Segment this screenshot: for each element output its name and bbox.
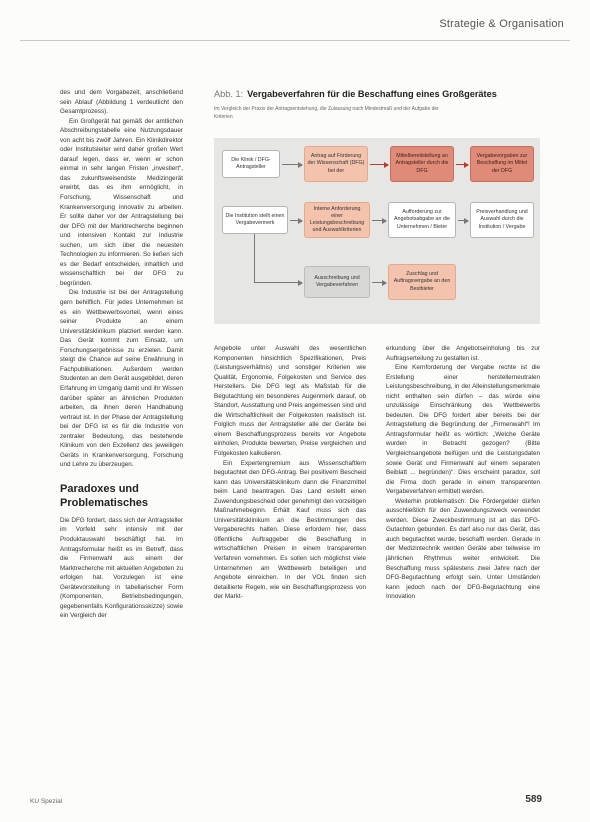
flow-box-specification: Interne Anforderung einer Leistungsbeschreibung und Auswahlkriterien: [304, 202, 370, 238]
section-heading: Paradoxes und Problematisches: [60, 482, 149, 509]
figure-subtitle: Im Vergleich der Praxis der Antragsentstehung, die Zulassung nach Mindestmaß und der Aufgabe der Kriterien: [214, 106, 439, 120]
text-column-left: [60, 88, 183, 621]
flow-arrow: [290, 220, 302, 221]
flow-box-funding: Mittelbereitstellung an Antragsteller durch die DFG: [390, 146, 454, 182]
paragraph: Ein Großgerät hat gemäß der amtlichen Abschreibungstabelle eine Nutzungsdauer von acht bis zwölf Jahren. Ein Klinikdirektor oder Institutsleiter wird daher großen Wert darauf legen, dass er, wenn er schon einmal in sehr langen Fristen „investiert“, das zukunftsweisendste Medizingerät erwirbt, das es ihm ermöglicht, in Forschung, Wissenschaft und Krankenversorgung innovativ zu arbeiten. Er sollte daher vor der Antragstellung bei der DFG mit der Marktrecherche beginnen und intensiven Kontakt zur Industrie suchen, um sich über die neuesten Technologien zu informieren. So ließen sich es der Bedarf entscheiden, inhaltlich und wissenschaftlich bei der DFG zu begründen.: [60, 117, 183, 287]
figure-caption: [214, 88, 540, 100]
page-number: 589: [525, 794, 542, 805]
paragraph: Eine Kernforderung der Vergabe rechte ist die Erstellung einer herstellerneutralen Leistungsbeschreibung, in der Alleinstellungsmerkmale nicht enthalten sein dürfen – das würde eine unzulässige Einschränkung des Wettbewerbs bedeuten. Die DFG fordert aber bereits bei der Antragstellung die Begründung der „Firmenwahl“! Im Antragsformular heißt es wörtlich: „Welche Geräte wurden in Betracht gezogen? (Bitte Vergleichsangebote beifügen und die Leistungsdaten sowie Gerät und Firmenwahl auf einem separaten Beiblatt ... begründen)“. Dies erscheint paradox, soll die Firma doch gerade in einem transparenten Vergabeverfahren ermittelt werden.: [386, 364, 540, 496]
flow-arrow: [372, 220, 386, 221]
figure-process-diagram: [214, 88, 540, 324]
flow-arrow: [282, 164, 302, 165]
flow-box-tender-request: Aufforderung zur Angebotsabgabe an die Unternehmen / Bieter: [388, 202, 456, 238]
flow-diagram: [214, 138, 540, 324]
flow-box-dfg-application: Antrag auf Förderung der Wissenschaft (DFG) bei der: [304, 146, 368, 182]
flow-box-award: Zuschlag und Auftragsvergabe an den Bestbieter: [388, 264, 456, 300]
paragraph: erkundung über die Angebotseinholung bis zur Auftragserteilung zu gestalten ist.: [386, 345, 540, 362]
paragraph: Angebote unter Auswahl des wesentlichen Komponenten hinsichtlich Spezifikationen, Preis (Leistungsverhältnis) und sonstiger Kriterien wie Qualität, Ergonomie, Folgekosten und Service des Herstellers. Die DFG legt als Maßstab für die Begutachtung ein besonderes Augenmerk darauf, ob Standort, Ausstattung und Preis angemessen sind und die Wirtschaftlichkeit der Folgekosten realistisch ist. Folglich muss der Antragsteller alle der Geräte bei einem Beschaffungsprozess bereits vor Angebote einholen, Produkte bewerten, Preise vergleichen und Folgekosten kalkulieren.: [214, 345, 366, 458]
flow-arrow: [370, 164, 388, 165]
flow-box-applicant: Die Klinik / DFG-Antragsteller: [222, 150, 280, 178]
figure-title: Vergabeverfahren für die Beschaffung eines Großgerätes: [247, 89, 497, 99]
paragraph: des und dem Vorgabezeit, anschließend sein Ablauf (Abbildung 1 verdeutlicht den Gesamtprozess).: [60, 89, 183, 116]
flow-box-procurement-rules: Vergabevorgaben zur Beschaffung im Mittel der DFG: [470, 146, 534, 182]
paragraph: Die DFG fordert, dass sich der Antragsteller im Vorfeld sehr intensiv mit der Produktauswahl beschäftigt hat. Im Antragsformular heißt es im Betreff, dass die Firmenwahl aus einem der Marktrecherche mit aktuellen Angeboten zu erfolgen hat. Vorzulegen ist eine Gerätevorstellung in tabellarischer Form (Komponenten, Betriebsbedingungen, gegebenenfalls Konfigurationsskizze) sowie ein Vergleich der: [60, 516, 183, 620]
flow-box-vergabevermerk: Die Institution stellt einen Vergabevermerk: [222, 206, 288, 234]
figure-label: Abb. 1:: [214, 89, 244, 99]
text-column-middle: [214, 344, 366, 602]
paragraph: Weiterhin problematisch: Die Fördergelder dürfen ausschließlich für den Zuwendungszweck verwendet werden. Diese Zweckbestimmung ist an das DFG-Gutachten gebunden. Es darf also nur das Gerät, das auch begutachtet wurde, beschafft werden. Gerade in der Medizintechnik werden Geräte aber teilweise im jährlichen Rhythmus weiter entwickelt. Die Beschaffung muss spätestens zwei Jahre nach der DFG-Begutachtung erfolgt sein. Unter Umständen kann jedoch nach der DFG-Begutachtung eine Innovation: [386, 497, 540, 601]
paragraph: Ein Expertengremium aus Wissenschaftlern begutachtet den DFG-Antrag. Bei positivem Bescheid kann das Universitätsklinikum dann die Finanzmittel beim Land beantragen. Das Land erstellt einen Zuwendungsbescheid oder genehmigt den vorzeitigen Maßnahmebeginn. Erhält Kauf muss sich das Universitätsklinikum an die Bestimmungen des Vergaberechts halten. Diese erfordern hier, dass öffentliche Auftraggeber die Beschaffung in wirtschaftlichen Preisen in einem transparenten Verfahren vornehmen. Es sollen sich möglichst viele Unternehmen am Wettbewerb beteiligen und Angebote einreichen. In der VOL finden sich detaillierte Regeln, wie ein Beschaffungsprozess von der Markt-: [214, 459, 366, 601]
header-rule: [20, 40, 570, 41]
flow-arrow: [254, 282, 302, 283]
text-column-right: [386, 344, 540, 602]
paragraph: Die Industrie ist bei der Antragstellung gern behilflich. Für jedes Unternehmen ist es ein Wettbewerbsvorteil, wenn eines seiner Produkte an einem Universitätsklinikum platziert werden kann. Das Gerät kommt zum Einsatz, um Forschungsergebnisse zu erzielen. Damit steigt die Chance auf seine Erwähnung in Fachpublikationen. Außerdem werden Studenten an dem Gerät ausgebildet, deren Erfahrung im Umgang damit und ihr Wissen darüber später an ähnlichen Produkten arbeiten, da ihnen deren Handhabung vertraut ist. In der Phase der Antragstellung bei der DFG ist es für die Industrie von zentraler Bedeutung, das bestehende Klinikum von den Exzellenz des jeweiligen Geräts in Krankenversorgung, Forschung und Lehre zu überzeugen.: [60, 289, 183, 469]
flow-arrow: [456, 164, 468, 165]
section-label: Strategie & Organisation: [439, 18, 564, 30]
footer-publication: KU Spezial: [30, 798, 63, 805]
flow-arrow: [458, 220, 468, 221]
flow-box-tender-procedure: Ausschreibung und Vergabeverfahren: [304, 266, 370, 298]
flow-box-negotiation: Preisverhandlung und Auswahl durch die Institution / Vergabe: [470, 202, 534, 238]
flow-arrow: [372, 282, 386, 283]
flow-connector: [254, 234, 255, 282]
